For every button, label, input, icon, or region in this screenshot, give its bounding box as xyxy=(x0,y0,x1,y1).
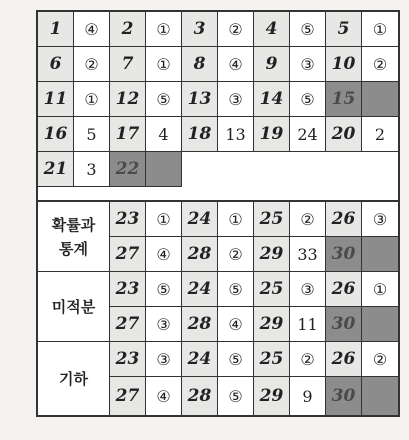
question-number: 16 xyxy=(38,117,74,151)
section-label xyxy=(38,272,110,341)
question-number: 25 xyxy=(254,342,290,376)
question-number: 19 xyxy=(254,117,290,151)
answer: ⑤ xyxy=(218,272,254,306)
answer: ③ xyxy=(146,307,182,341)
question-number: 29 xyxy=(254,377,290,415)
answer: ① xyxy=(146,12,182,46)
common-row-1 xyxy=(38,12,398,46)
question-number: 7 xyxy=(110,47,146,81)
answer: 3 xyxy=(74,152,110,186)
question-number: 26 xyxy=(326,202,362,236)
answer: ④ xyxy=(74,12,110,46)
answer: ③ xyxy=(290,272,326,306)
answer: ⑤ xyxy=(146,82,182,116)
section-label-line: 통계 xyxy=(59,239,88,258)
question-number: 29 xyxy=(254,307,290,341)
question-number: 28 xyxy=(182,237,218,271)
question-number: 1 xyxy=(38,12,74,46)
question-number: 22 xyxy=(110,152,146,186)
question-number: 18 xyxy=(182,117,218,151)
answer: ④ xyxy=(146,237,182,271)
question-number: 27 xyxy=(110,307,146,341)
question-number: 6 xyxy=(38,47,74,81)
question-number: 20 xyxy=(326,117,362,151)
question-number: 17 xyxy=(110,117,146,151)
question-number: 5 xyxy=(326,12,362,46)
question-number: 27 xyxy=(110,237,146,271)
section-label-line: 확률과 xyxy=(51,215,96,234)
question-number: 24 xyxy=(182,202,218,236)
answer: ② xyxy=(290,342,326,376)
answer: 5 xyxy=(74,117,110,151)
question-number: 11 xyxy=(38,82,74,116)
answer: ⑤ xyxy=(290,12,326,46)
question-number: 29 xyxy=(254,237,290,271)
answer: 11 xyxy=(290,307,326,341)
answer: ④ xyxy=(218,47,254,81)
question-number: 30 xyxy=(326,377,362,415)
question-number: 10 xyxy=(326,47,362,81)
question-number: 25 xyxy=(254,202,290,236)
question-number: 24 xyxy=(182,342,218,376)
common-row-4 xyxy=(38,117,398,151)
answer: ② xyxy=(218,12,254,46)
answer: ② xyxy=(362,47,398,81)
question-number: 9 xyxy=(254,47,290,81)
answer: 24 xyxy=(290,117,326,151)
question-number: 26 xyxy=(326,342,362,376)
question-number: 24 xyxy=(182,272,218,306)
question-number: 4 xyxy=(254,12,290,46)
common-row-5 xyxy=(38,152,398,186)
question-number: 23 xyxy=(110,272,146,306)
answer-shaded xyxy=(146,152,182,186)
question-number: 30 xyxy=(326,237,362,271)
question-number: 28 xyxy=(182,377,218,415)
divider xyxy=(38,186,182,187)
question-number: 2 xyxy=(110,12,146,46)
answer: 4 xyxy=(146,117,182,151)
answer-shaded xyxy=(362,377,398,415)
section-label xyxy=(38,202,110,271)
question-number: 15 xyxy=(326,82,362,116)
question-number: 25 xyxy=(254,272,290,306)
answer-key-table xyxy=(36,10,400,417)
answer: ① xyxy=(362,272,398,306)
answer: ③ xyxy=(290,47,326,81)
answer: ② xyxy=(362,342,398,376)
empty-area xyxy=(182,152,398,186)
section-1-row-2 xyxy=(110,237,398,271)
answer: ③ xyxy=(362,202,398,236)
answer: ④ xyxy=(146,377,182,415)
answer: ① xyxy=(362,12,398,46)
answer: ① xyxy=(146,47,182,81)
section-label-line: 기하 xyxy=(59,369,88,388)
answer: ① xyxy=(146,202,182,236)
answer-shaded xyxy=(362,237,398,271)
question-number: 23 xyxy=(110,202,146,236)
section-3-row-2 xyxy=(110,377,398,415)
answer: 13 xyxy=(218,117,254,151)
question-number: 30 xyxy=(326,307,362,341)
answer: 2 xyxy=(362,117,398,151)
answer: ① xyxy=(218,202,254,236)
answer: ⑤ xyxy=(218,377,254,415)
answer: ③ xyxy=(218,82,254,116)
section-label-line: 미적분 xyxy=(51,297,96,316)
answer: 9 xyxy=(290,377,326,415)
section-1-row-1 xyxy=(110,202,398,236)
answer: ① xyxy=(74,82,110,116)
section-2-row-2 xyxy=(110,307,398,341)
section-2-row-1 xyxy=(110,272,398,306)
answer-shaded xyxy=(362,307,398,341)
question-number: 8 xyxy=(182,47,218,81)
question-number: 14 xyxy=(254,82,290,116)
answer: ③ xyxy=(146,342,182,376)
answer: ④ xyxy=(218,307,254,341)
question-number: 21 xyxy=(38,152,74,186)
question-number: 3 xyxy=(182,12,218,46)
answer: ② xyxy=(218,237,254,271)
answer: ⑤ xyxy=(146,272,182,306)
answer-shaded xyxy=(362,82,398,116)
section-3-row-1 xyxy=(110,342,398,376)
answer: ⑤ xyxy=(290,82,326,116)
answer: ⑤ xyxy=(218,342,254,376)
question-number: 12 xyxy=(110,82,146,116)
question-number: 27 xyxy=(110,377,146,415)
question-number: 28 xyxy=(182,307,218,341)
section-label xyxy=(38,342,110,415)
question-number: 23 xyxy=(110,342,146,376)
answer: 33 xyxy=(290,237,326,271)
answer: ② xyxy=(290,202,326,236)
question-number: 26 xyxy=(326,272,362,306)
common-row-3 xyxy=(38,82,398,116)
common-row-2 xyxy=(38,47,398,81)
answer: ② xyxy=(74,47,110,81)
question-number: 13 xyxy=(182,82,218,116)
